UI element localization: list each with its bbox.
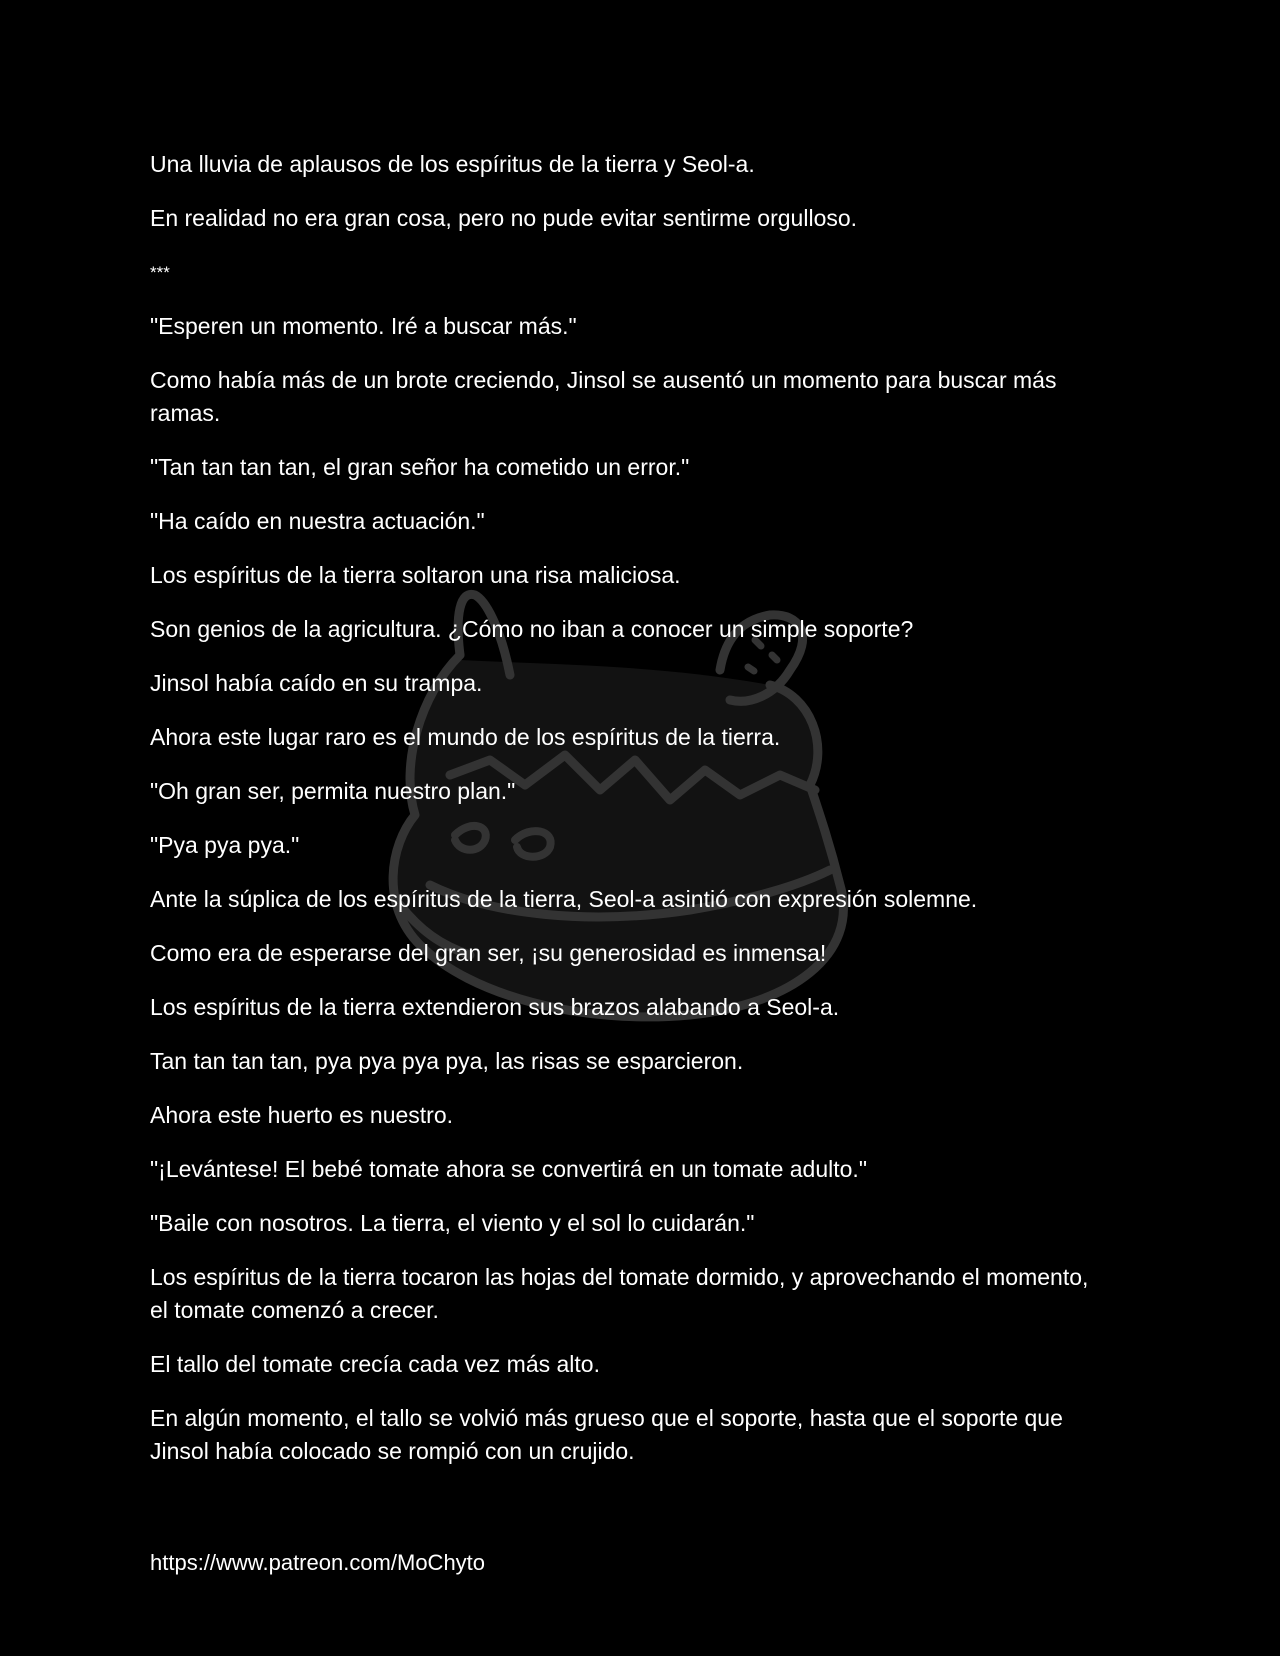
paragraph: Los espíritus de la tierra soltaron una risa maliciosa.	[150, 562, 681, 588]
paragraph: El tallo del tomate crecía cada vez más alto.	[150, 1351, 600, 1377]
paragraph: "Oh gran ser, permita nuestro plan."	[150, 778, 516, 804]
paragraph: Ahora este lugar raro es el mundo de los espíritus de la tierra.	[150, 724, 781, 750]
patreon-link[interactable]: https://www.patreon.com/MoChyto	[150, 1550, 486, 1575]
paragraph: "Tan tan tan tan, el gran señor ha cometido un error."	[150, 454, 690, 480]
paragraph: "Pya pya pya."	[150, 832, 300, 858]
paragraph: "Ha caído en nuestra actuación."	[150, 508, 485, 534]
paragraph: Jinsol había caído en su trampa.	[150, 670, 483, 696]
paragraph: Tan tan tan tan, pya pya pya pya, las risas se esparcieron.	[150, 1048, 744, 1074]
paragraph: En realidad no era gran cosa, pero no pude evitar sentirme orgulloso.	[150, 205, 858, 231]
paragraph: Una lluvia de aplausos de los espíritus de la tierra y Seol-a.	[150, 151, 755, 177]
paragraph: En algún momento, el tallo se volvió más grueso que el soporte, hasta que el soporte que Jinsol había colocado se rompió con un crujido.	[150, 1405, 1063, 1464]
story-text	[150, 148, 1110, 1489]
paragraph: Son genios de la agricultura. ¿Cómo no iban a conocer un simple soporte?	[150, 616, 914, 642]
paragraph: Ahora este huerto es nuestro.	[150, 1102, 454, 1128]
paragraph: Los espíritus de la tierra extendieron sus brazos alabando a Seol-a.	[150, 994, 840, 1020]
paragraph: "¡Levántese! El bebé tomate ahora se convertirá en un tomate adulto."	[150, 1156, 867, 1182]
paragraph: Como era de esperarse del gran ser, ¡su generosidad es inmensa!	[150, 940, 827, 966]
section-separator: ***	[150, 263, 170, 282]
paragraph: "Esperen un momento. Iré a buscar más."	[150, 313, 577, 339]
paragraph: Los espíritus de la tierra tocaron las hojas del tomate dormido, y aprovechando el momento, el tomate comenzó a crecer.	[150, 1264, 1089, 1323]
paragraph: Ante la súplica de los espíritus de la tierra, Seol-a asintió con expresión solemne.	[150, 886, 978, 912]
paragraph: Como había más de un brote creciendo, Jinsol se ausentó un momento para buscar más ramas.	[150, 367, 1057, 426]
paragraph: "Baile con nosotros. La tierra, el viento y el sol lo cuidarán."	[150, 1210, 755, 1236]
